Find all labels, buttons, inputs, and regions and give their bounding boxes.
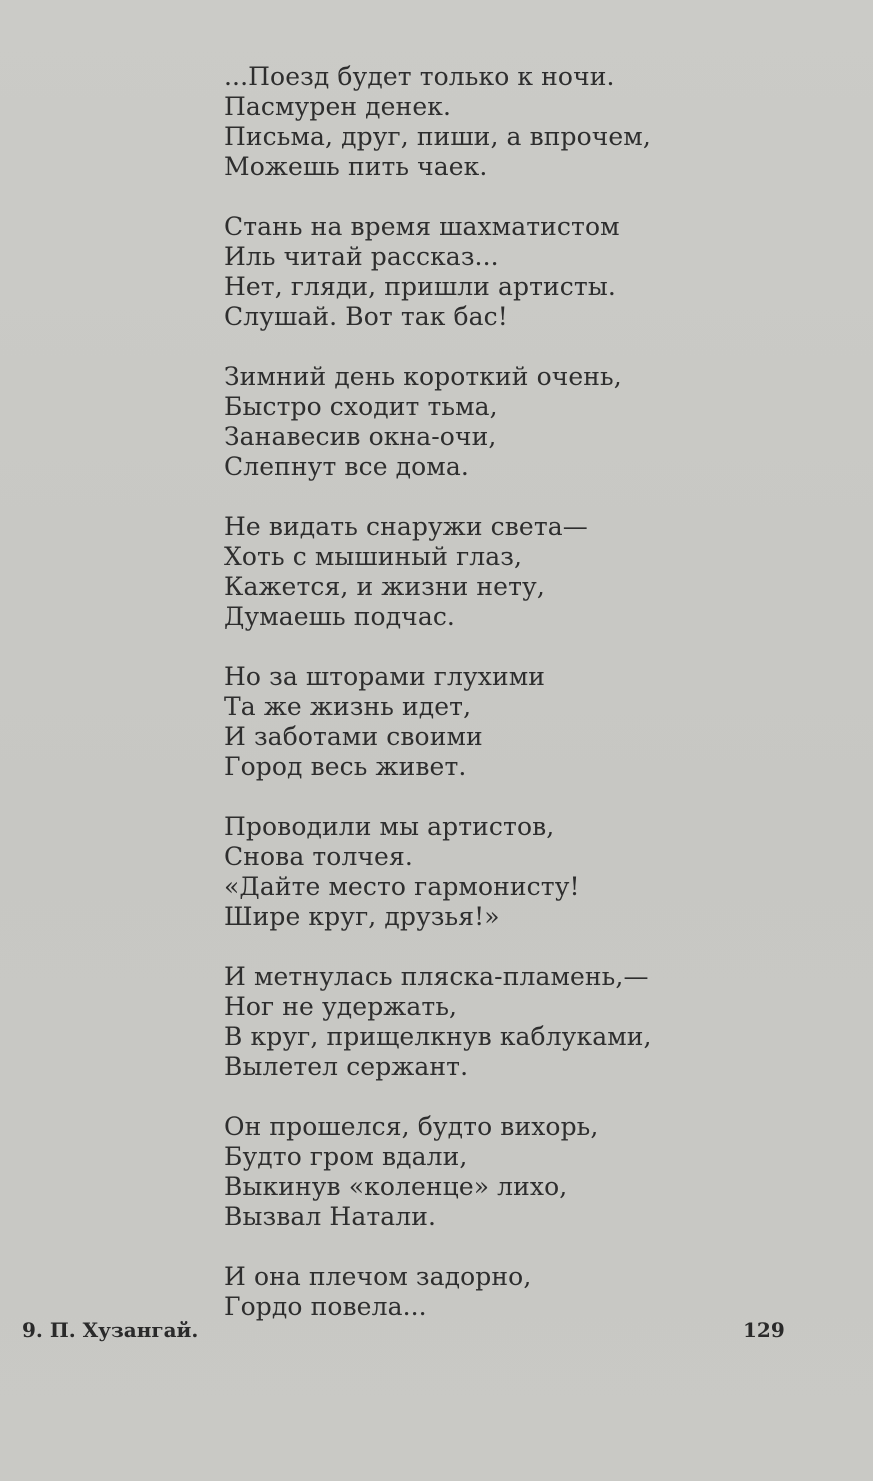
poem-line: Хоть с мышиный глаз, xyxy=(224,542,523,571)
stanza xyxy=(224,212,844,332)
poem-line: Гордо повела... xyxy=(224,1292,427,1321)
poem-line: Будто гром вдали, xyxy=(224,1142,468,1171)
poem-line: Иль читай рассказ... xyxy=(224,242,499,271)
poem-line: ...Поезд будет только к ночи. xyxy=(224,62,615,91)
stanza xyxy=(224,662,844,782)
poem-line: Он прошелся, будто вихорь, xyxy=(224,1112,599,1141)
poem-line: Нет, гляди, пришли артисты. xyxy=(224,272,616,301)
poem-line: Зимний день короткий очень, xyxy=(224,362,622,391)
poem-line: Пасмурен денек. xyxy=(224,92,451,121)
stanza xyxy=(224,512,844,632)
poem-line: Вызвал Натали. xyxy=(224,1202,437,1231)
stanza xyxy=(224,962,844,1082)
poem-text xyxy=(224,62,844,1352)
poem-line: Занавесив окна-очи, xyxy=(224,422,497,451)
poem-line: И она плечом задорно, xyxy=(224,1262,532,1291)
stanza xyxy=(224,1262,844,1322)
stanza xyxy=(224,62,844,182)
poem-line: Выкинув «коленце» лихо, xyxy=(224,1172,568,1201)
poem-line: Быстро сходит тьма, xyxy=(224,392,498,421)
poem-line: Не видать снаружи света— xyxy=(224,512,588,541)
poem-line: В круг, прищелкнув каблуками, xyxy=(224,1022,652,1051)
poem-line: Слепнут все дома. xyxy=(224,452,469,481)
page-number: 129 xyxy=(743,1318,785,1342)
poem-line: Ног не удержать, xyxy=(224,992,458,1021)
stanza xyxy=(224,362,844,482)
poem-line: Проводили мы артистов, xyxy=(224,812,555,841)
poem-line: Кажется, и жизни нету, xyxy=(224,572,545,601)
poem-line: Шире круг, друзья!» xyxy=(224,902,500,931)
poem-line: «Дайте место гармонисту! xyxy=(224,872,580,901)
poem-line: Вылетел сержант. xyxy=(224,1052,469,1081)
poem-line: Снова толчея. xyxy=(224,842,413,871)
poem-line: Слушай. Вот так бас! xyxy=(224,302,508,331)
stanza xyxy=(224,812,844,932)
poem-line: И заботами своими xyxy=(224,722,483,751)
poem-line: Стань на время шахматистом xyxy=(224,212,620,241)
poem-line: Думаешь подчас. xyxy=(224,602,455,631)
poem-line: Но за шторами глухими xyxy=(224,662,546,691)
signature-mark: 9. П. Хузангай. xyxy=(22,1318,199,1342)
poem-line: Город весь живет. xyxy=(224,752,467,781)
poem-line: Можешь пить чаек. xyxy=(224,152,488,181)
stanza xyxy=(224,1112,844,1232)
poem-line: Письма, друг, пиши, а впрочем, xyxy=(224,122,651,151)
poem-line: И метнулась пляска-пламень,— xyxy=(224,962,649,991)
poem-line: Та же жизнь идет, xyxy=(224,692,472,721)
